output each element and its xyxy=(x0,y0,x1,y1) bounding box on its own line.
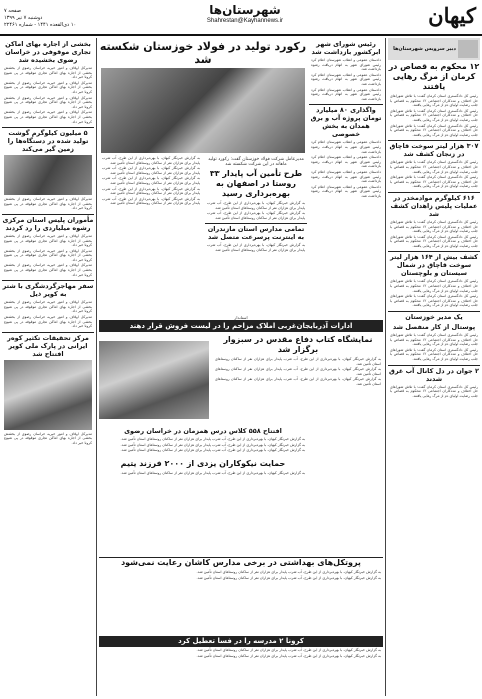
article-body: مدیرکل اوقاف و امور خیریه خراسان رضوی از بخشش بخشی از اجاره بهای اماکن تجاری موقوفه در پی شیوع کرونا خبر داد. xyxy=(4,431,92,445)
column-center-top xyxy=(99,38,307,308)
headline: ۶۱۶ کیلوگرم موادمخدر در عملیات پلیس زاهدان کشف شد xyxy=(388,192,480,218)
article-body: مدیرکل اوقاف و امور خیریه خراسان رضوی از بخشش بخشی از اجاره بهای اماکن تجاری موقوفه در پی شیوع کرونا خبر داد. xyxy=(4,263,92,277)
article-body: رئیس کل دادگستری استان کرمان گفت: با تلاش شوراهای حل اختلاف و مددکاران اجتماعی ۱۲ محکوم به قصاص با جلب رضایت اولیای دم از مرگ رهایی یافتند. xyxy=(390,234,478,248)
headline: حمایت نیکوکاران یزدی از ۲۰۰۰ فرزند یتیم xyxy=(120,458,286,468)
article-body: مدیرکل اوقاف و امور خیریه خراسان رضوی از بخشش بخشی از اجاره بهای اماکن تجاری موقوفه در پی شیوع کرونا خبر داد. xyxy=(4,315,92,329)
column-right xyxy=(388,38,480,696)
headline: افتتاح ۵۵۸ کلاس درس همزمان در خراسان رضوی xyxy=(124,427,282,435)
article-body: به گزارش خبرنگار کیهان، با بهره‌برداری از این طرح، آب شرب پایدار برای هزاران نفر از ساکنان روستاهای استان تأمین شد. xyxy=(215,367,381,376)
column-divider xyxy=(385,38,386,696)
headline: ۳۰۷ هزار لیتر سوخت قاچاق در زنجان کشف شد xyxy=(389,142,479,159)
masthead xyxy=(0,0,482,36)
article-body: به گزارش خبرنگار کیهان، با بهره‌برداری از این طرح، آب شرب پایدار برای هزاران نفر از ساکنان روستاهای استان تأمین شد. xyxy=(120,437,305,441)
article-body: به گزارش خبرنگار کیهان، با بهره‌برداری از این طرح، آب شرب پایدار برای هزاران نفر از ساکنان روستاهای استان تأمین شد. xyxy=(102,156,200,165)
article-body: دادستان عمومی و انقلاب شهرستان اعلام کرد رئیس شورای شهر به اتهام دریافت رشوه بازداشت شد. xyxy=(311,72,381,86)
headline: ۲ جوان در دل کانال آب غرق شدند xyxy=(389,366,479,383)
article-body: مدیرکل اوقاف و امور خیریه خراسان رضوی از بخشش بخشی از اجاره بهای اماکن تجاری موقوفه در پی شیوع کرونا خبر داد. xyxy=(4,110,92,124)
article-body: به گزارش خبرنگار کیهان، با بهره‌برداری از این طرح، آب شرب پایدار برای هزاران نفر از ساکنان روستاهای استان تأمین شد. xyxy=(102,176,200,185)
lead-headline: رکورد تولید در فولاد خوزستان شکسته شد xyxy=(99,40,307,66)
article-body: دادستان عمومی و انقلاب شهرستان اعلام کرد رئیس شورای شهر به اتهام دریافت رشوه بازداشت شد. xyxy=(311,87,381,101)
article-body: رئیس کل دادگستری استان کرمان گفت: با تلاش شوراهای حل اختلاف و مددکاران اجتماعی ۱۲ محکوم به قصاص با جلب رضایت اولیای دم از مرگ رهایی یافتند. xyxy=(390,294,478,308)
headline: پوستال از کار منفصل شد xyxy=(392,323,476,332)
column-left xyxy=(2,38,94,696)
article-body: به گزارش خبرنگار کیهان، با بهره‌برداری از این طرح، آب شرب پایدار برای هزاران نفر از ساکنان روستاهای استان تأمین شد. xyxy=(102,166,200,175)
headline: مرکز تحقیقات تکثیر کوه‌ر ایرانی در پارک ملی کویر افتتاح شد xyxy=(2,332,94,358)
headline: واگذاری ۸۰ میلیارد تومان پروژه آب و برق همدان به بخش خصوصی xyxy=(310,106,382,139)
headline: یک مدیر خوزستان xyxy=(388,311,480,321)
headline: نمایشگاه کتاب دفاع مقدس در سبزوار برگزار شد xyxy=(223,335,373,354)
article-body: رئیس کل دادگستری استان کرمان گفت: با تلاش شوراهای حل اختلاف و مددکاران اجتماعی ۱۲ محکوم به قصاص با جلب رضایت اولیای دم از مرگ رهایی یافتند. xyxy=(390,160,478,174)
exhibition-article xyxy=(99,333,383,423)
article-body: مدیرکل اوقاف و امور خیریه خراسان رضوی از بخشش بخشی از اجاره بهای اماکن تجاری موقوفه در پی شیوع کرونا خبر داد. xyxy=(4,233,92,248)
article-body: رئیس کل دادگستری استان کرمان گفت: با تلاش شوراهای حل اختلاف و مددکاران اجتماعی ۱۲ محکوم به قصاص با جلب رضایت اولیای دم از مرگ رهایی یافتند. xyxy=(390,279,478,293)
article-body: مدیرکل اوقاف و امور خیریه خراسان رضوی از بخشش بخشی از اجاره بهای اماکن تجاری موقوفه در پی شیوع کرونا خبر داد. xyxy=(4,80,92,94)
article-body: به گزارش خبرنگار کیهان، با بهره‌برداری از این طرح، آب شرب پایدار برای هزاران نفر از ساکنان روستاهای استان تأمین شد. xyxy=(215,377,381,386)
banner-headline: کرونا ۲ مدرسه را در فسا تعطیل کرد xyxy=(99,636,383,647)
headline: ۱۲ محکوم به قصاص در کرمان از مرگ رهایی یافتند xyxy=(388,62,480,91)
goitered-gazelle-photo xyxy=(4,360,92,430)
editor-box-title: دبیر سرویس شهرستان‌ها xyxy=(393,46,456,52)
issue-number: ۱۰ ذی‌القعده ۱۴۴۱ - شماره ۲۲۴۶۱ xyxy=(4,22,77,28)
section-website: Shahrestan@Kayhannews.ir xyxy=(206,18,284,24)
column-divider xyxy=(96,38,97,696)
banner-section xyxy=(99,313,383,331)
steel-coils-photo xyxy=(101,68,305,153)
article-body: مدیرکل اوقاف و امور خیریه خراسان رضوی از بخشش بخشی از اجاره بهای اماکن تجاری موقوفه در پی شیوع کرونا خبر داد. xyxy=(4,197,92,211)
page-number: صفحه ۷ xyxy=(4,8,21,14)
headline: مأموران پلیس استان مرکزی رشوه میلیاردی را رد کردند xyxy=(2,215,94,232)
article-body: دادستان عمومی و انقلاب شهرستان اعلام کرد رئیس شورای شهر به اتهام دریافت رشوه بازداشت شد. xyxy=(311,169,381,184)
lower-center-articles xyxy=(99,425,307,555)
dateline xyxy=(4,8,76,29)
article-body: رئیس کل دادگستری استان کرمان گفت: با تلاش شوراهای حل اختلاف و مددکاران اجتماعی ۱۲ محکوم به قصاص با جلب رضایت اولیای دم از مرگ رهایی یافتند. xyxy=(390,219,478,234)
headline: سفر مهاجرگردشگری با شتر به کویر ذیل xyxy=(2,282,94,299)
article-body: مدیرکل اوقاف و امور خیریه خراسان رضوی از بخشش بخشی از اجاره بهای اماکن تجاری موقوفه در پی شیوع کرونا خبر داد. xyxy=(4,95,92,109)
article-body: به گزارش خبرنگار کیهان، با بهره‌برداری از این طرح، آب شرب پایدار برای هزاران نفر از ساکنان روستاهای استان تأمین شد. xyxy=(207,243,305,252)
article-body: دادستان عمومی و انقلاب شهرستان اعلام کرد رئیس شورای شهر به اتهام دریافت رشوه بازداشت شد. xyxy=(311,140,381,154)
banner-headline: ادارات آذربایجان‌غربی املاک مزاحم را در لیست فروش قرار دهند xyxy=(99,320,383,332)
article-body: به گزارش خبرنگار کیهان، با بهره‌برداری از این طرح، آب شرب پایدار برای هزاران نفر از ساکنان روستاهای استان تأمین شد. xyxy=(102,186,200,196)
article-photo xyxy=(4,155,92,195)
article-body: دادستان عمومی و انقلاب شهرستان اعلام کرد رئیس شورای شهر به اتهام دریافت رشوه بازداشت شد. xyxy=(311,184,381,198)
banner-kicker: استاندار xyxy=(234,315,248,320)
article-body: به گزارش خبرنگار کیهان، با بهره‌برداری از این طرح، آب شرب پایدار برای هزاران نفر از ساکنان روستاهای استان تأمین شد. xyxy=(120,448,305,453)
article-body: به گزارش خبرنگار کیهان، با بهره‌برداری از این طرح، آب شرب پایدار برای هزاران نفر از ساکنان روستاهای استان تأمین شد. xyxy=(120,442,305,447)
section-title: شهرستان‌ها xyxy=(209,3,281,17)
headline: رئیس شورای شهر ابرکشور بازداشت شد xyxy=(311,40,381,56)
protocol-article xyxy=(99,555,383,615)
newspaper-logo: کیهان xyxy=(428,3,476,28)
article-body: مدیرکل اوقاف و امور خیریه خراسان رضوی از بخشش بخشی از اجاره بهای اماکن تجاری موقوفه در پی شیوع کرونا خبر داد. xyxy=(4,300,92,314)
headline: بخشی از اجاره بهای اماکن تجاری موقوفی در خراسان رضوی بخشیده شد xyxy=(5,40,91,64)
headline: کشف بیش از ۱۶۴ هزار لیتر سوخت قاچاق در شمال سیستان و بلوچستان xyxy=(388,251,480,277)
article-body: مدیرکل اوقاف و امور خیریه خراسان رضوی از بخشش بخشی از اجاره بهای اماکن تجاری موقوفه در پی شیوع کرونا خبر داد. xyxy=(4,248,92,262)
article-body: رئیس کل دادگستری استان کرمان گفت: با تلاش شوراهای حل اختلاف و مددکاران اجتماعی ۱۲ محکوم به قصاص با جلب رضایت اولیای دم از مرگ رهایی یافتند. xyxy=(390,123,478,137)
article-body: به گزارش خبرنگار کیهان، با بهره‌برداری از این طرح، آب شرب پایدار برای هزاران نفر از ساکنان روستاهای استان تأمین شد. xyxy=(196,648,381,652)
headline: تمامی مدارس استان مازندران به اینترنت پرسرعت متصل شد xyxy=(205,223,307,241)
article-body: به گزارش خبرنگار کیهان، با بهره‌برداری از این طرح، آب شرب پایدار برای هزاران نفر از ساکنان روستاهای استان تأمین شد. xyxy=(102,196,200,206)
article-body: به گزارش خبرنگار کیهان، با بهره‌برداری از این طرح، آب شرب پایدار برای هزاران نفر از ساکنان روستاهای استان تأمین شد. xyxy=(196,653,381,658)
article-body: دادستان عمومی و انقلاب شهرستان اعلام کرد رئیس شورای شهر به اتهام دریافت رشوه بازداشت شد. xyxy=(311,58,381,72)
article-body: رئیس کل دادگستری استان کرمان گفت: با تلاش شوراهای حل اختلاف و مددکاران اجتماعی ۱۲ محکوم به قصاص با جلب رضایت اولیای دم از مرگ رهایی یافتند. xyxy=(390,175,478,189)
date: دوشنبه ۷ تیر ۱۳۹۹ xyxy=(4,15,43,21)
article-body: به گزارش خبرنگار کیهان، با بهره‌برداری از این طرح، آب شرب پایدار برای هزاران نفر از ساکنان روستاهای استان تأمین شد. xyxy=(196,575,381,580)
article-body: به گزارش خبرنگار کیهان، با بهره‌برداری از این طرح، آب شرب پایدار برای هزاران نفر از ساکنان روستاهای استان تأمین شد. xyxy=(215,357,381,366)
article-body: رئیس کل دادگستری استان کرمان گفت: با تلاش شوراهای حل اختلاف و مددکاران اجتماعی ۱۲ محکوم به قصاص با جلب رضایت اولیای دم از مرگ رهایی یافتند. xyxy=(390,384,478,398)
headline: ۵ میلیون کیلوگرم گوشت تولید شده در دستگاه‌ها را زمین گیر می‌کند xyxy=(2,127,94,153)
article-body: به گزارش خبرنگار کیهان، با بهره‌برداری از این طرح، آب شرب پایدار برای هزاران نفر از ساکنان روستاهای استان تأمین شد. xyxy=(196,570,381,574)
article-body: مدیرکل اوقاف و امور خیریه خراسان رضوی از بخشش بخشی از اجاره بهای اماکن تجاری موقوفه در پی شیوع کرونا خبر داد. xyxy=(4,66,92,80)
corona-article xyxy=(99,636,383,686)
article-body: دادستان عمومی و انقلاب شهرستان اعلام کرد رئیس شورای شهر به اتهام دریافت رشوه بازداشت شد. xyxy=(311,155,381,169)
headline: طرح تأمین آب پایدار ۳۳ روستا در اصفهان به بهره‌برداری رسید xyxy=(209,169,303,198)
headline: پروتکل‌های بهداشتی در برخی مدارس کاشان رعایت نمی‌شود xyxy=(99,557,383,568)
editor-photo-icon xyxy=(458,40,478,58)
article-body: به گزارش خبرنگار کیهان، با بهره‌برداری از این طرح، آب شرب پایدار برای هزاران نفر از ساکنان روستاهای استان تأمین شد. xyxy=(207,201,305,210)
article-body: رئیس کل دادگستری استان کرمان گفت: با تلاش شوراهای حل اختلاف و مددکاران اجتماعی ۱۲ محکوم به قصاص با جلب رضایت اولیای دم از مرگ رهایی یافتند. xyxy=(390,333,478,347)
article-body: به گزارش خبرنگار کیهان، با بهره‌برداری از این طرح، آب شرب پایدار برای هزاران نفر از ساکنان روستاهای استان تأمین شد. xyxy=(207,211,305,220)
article-body: رئیس کل دادگستری استان کرمان گفت: با تلاش شوراهای حل اختلاف و مددکاران اجتماعی ۱۲ محکوم به قصاص با جلب رضایت اولیای دم از مرگ رهایی یافتند. xyxy=(390,347,478,361)
article-body: به گزارش خبرنگار کیهان، با بهره‌برداری از این طرح، آب شرب پایدار برای هزاران نفر از ساکنان روستاهای استان تأمین شد. xyxy=(120,470,305,475)
book-exhibition-photo xyxy=(99,341,209,419)
article-body: رئیس کل دادگستری استان کرمان گفت: با تلاش شوراهای حل اختلاف و مددکاران اجتماعی ۱۲ محکوم به قصاص با جلب رضایت اولیای دم از مرگ رهایی یافتند. xyxy=(390,108,478,122)
photo-caption: مدیرعامل شرکت فولاد خوزستان گفت: رکورد تولید ماهانه در این شرکت شکسته شد xyxy=(208,157,304,167)
article-body: رئیس کل دادگستری استان کرمان گفت: با تلاش شوراهای حل اختلاف و مددکاران اجتماعی ۱۲ محکوم به قصاص با جلب رضایت اولیای دم از مرگ رهایی یافتند. xyxy=(390,94,478,108)
